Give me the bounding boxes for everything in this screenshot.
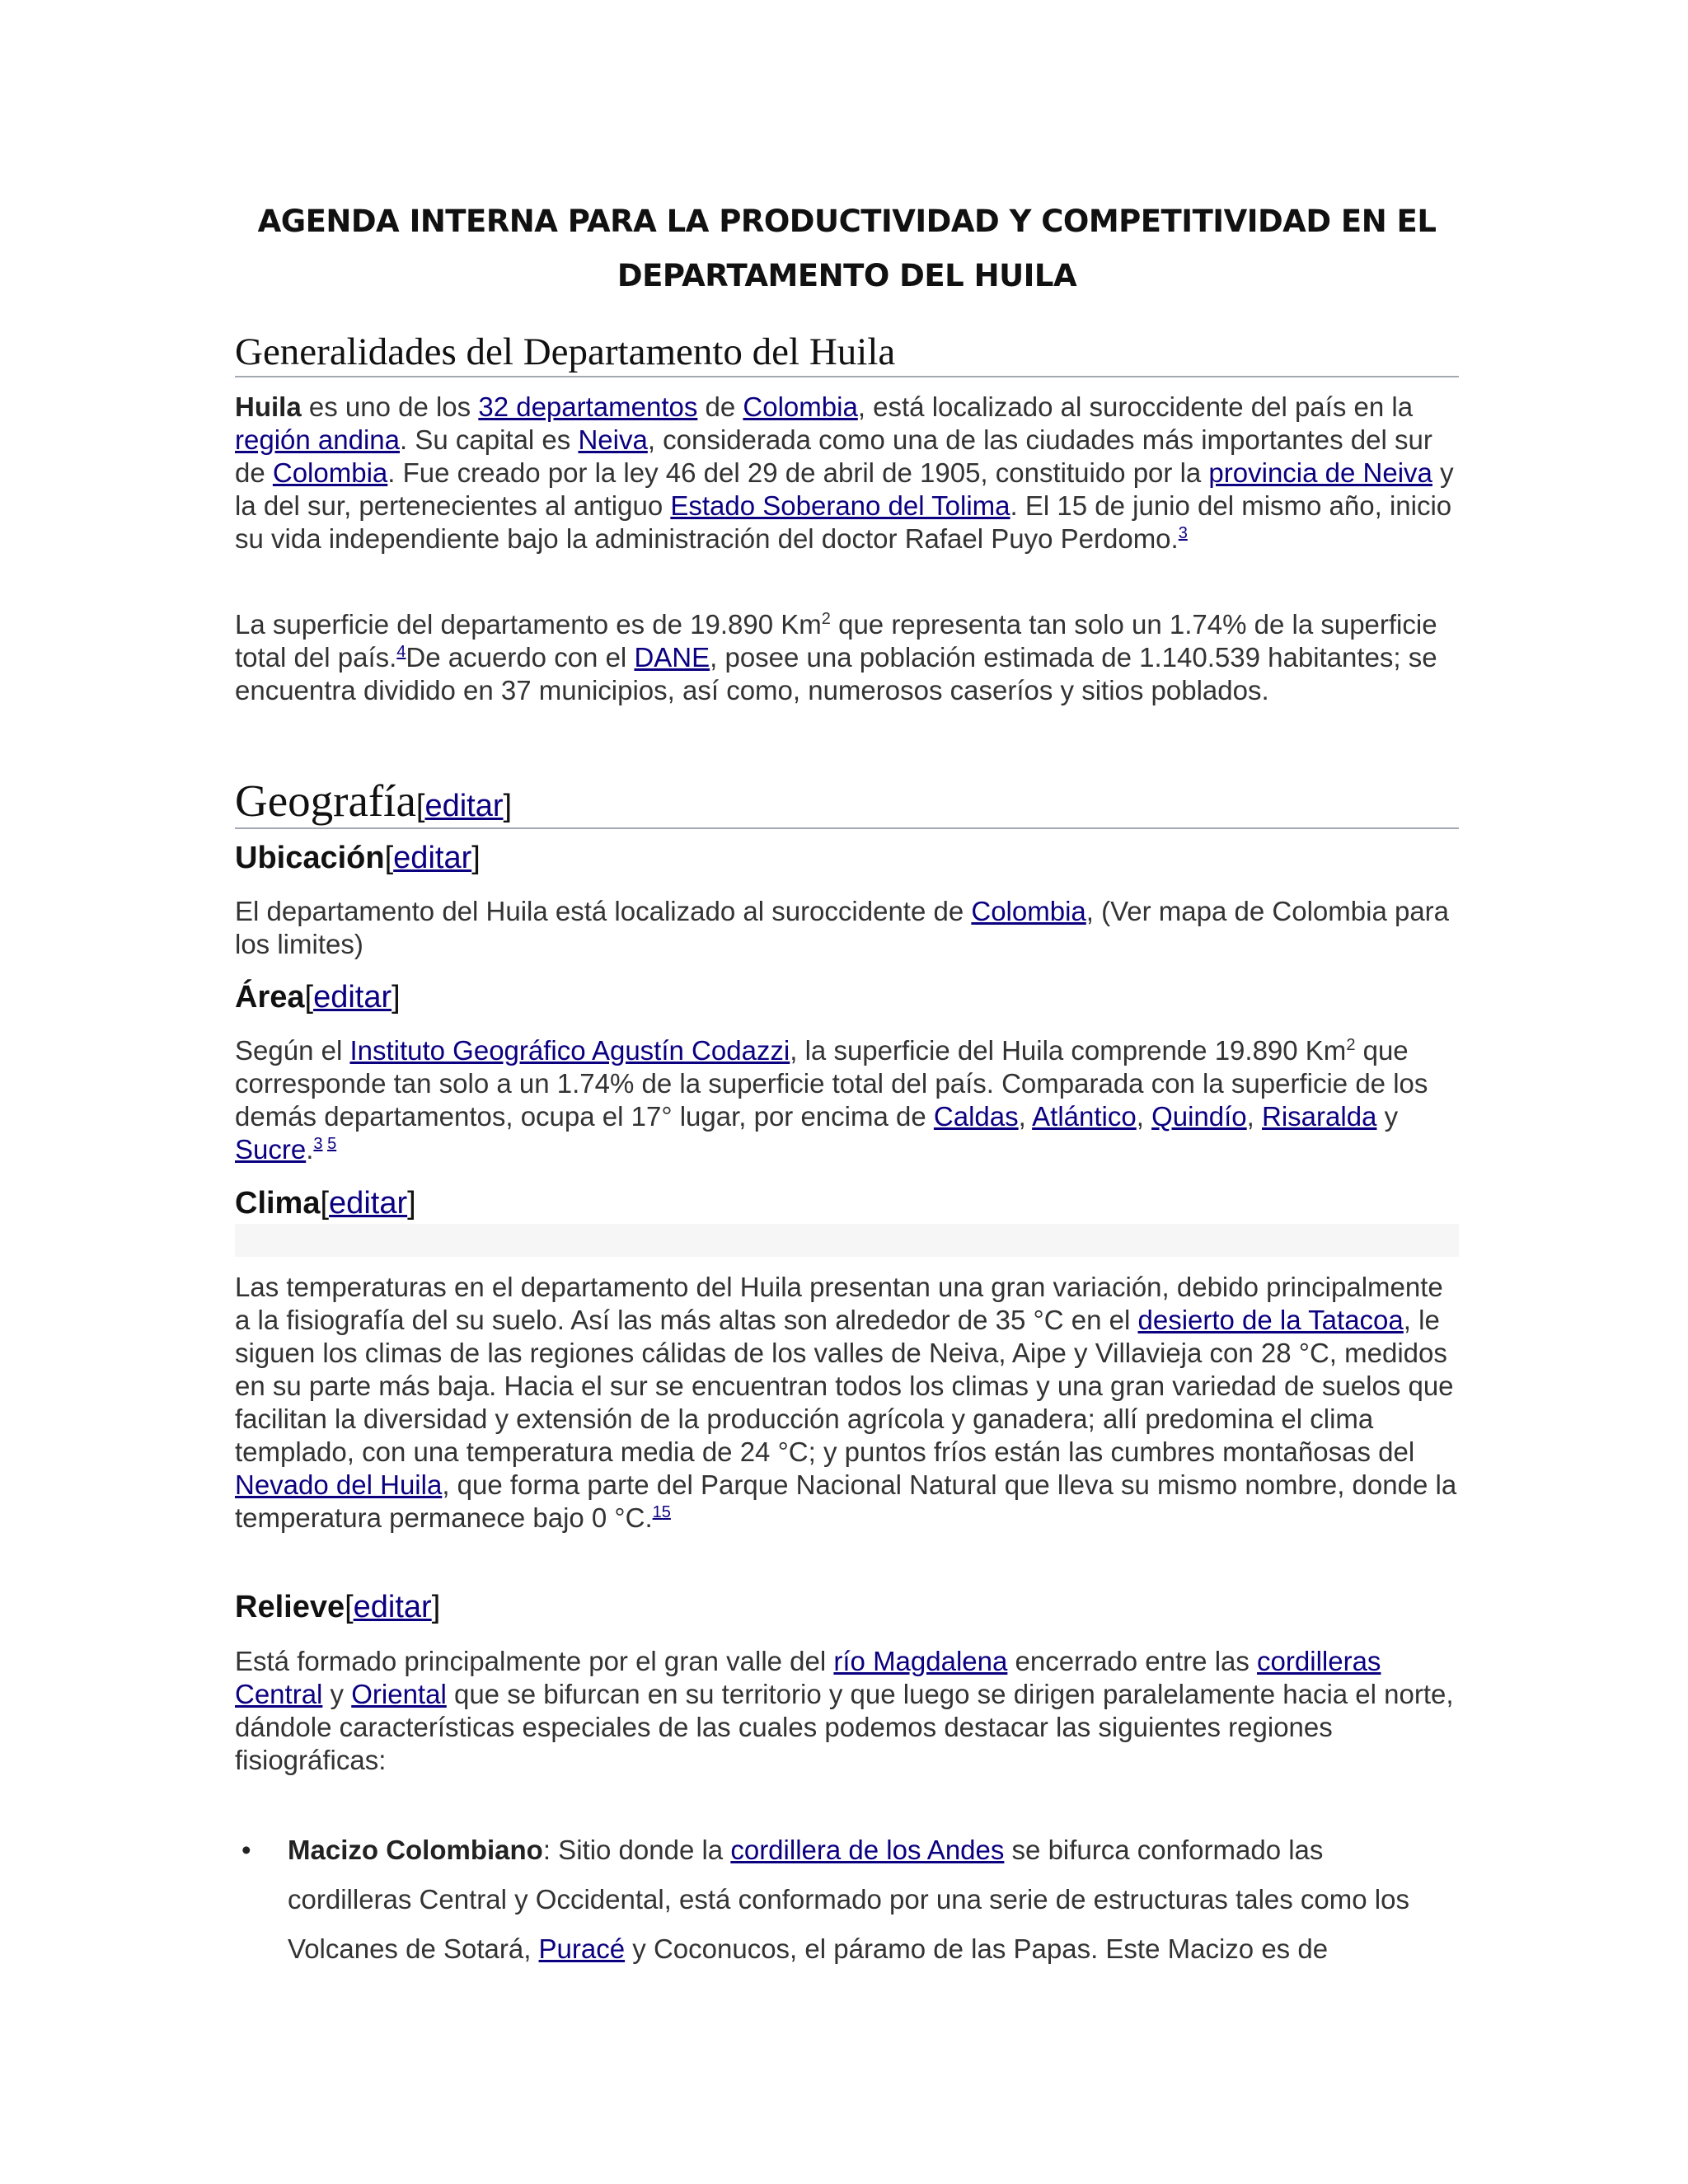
text: se bifurca conformado las cordilleras Central y Occidental, está conformado por una serie de estructuras tales como los Volcanes de Sotará, xyxy=(288,1835,1409,1964)
link-provincia-de-neiva[interactable]: provincia de Neiva xyxy=(1208,457,1432,488)
text: Según el xyxy=(235,1035,350,1066)
bracket: ] xyxy=(407,1186,416,1221)
text: : Sitio donde la xyxy=(542,1835,731,1865)
edit-link-geografia[interactable]: editar xyxy=(424,789,504,823)
bracket: [ xyxy=(384,841,394,875)
bracket: ] xyxy=(392,980,401,1015)
link-rio-magdalena[interactable]: río Magdalena xyxy=(833,1646,1008,1676)
text: , posee una población estimada de 1.140.539 habitantes; se encuentra dividido en 37 municipios, así como, numerosos caseríos y sitios poblados. xyxy=(235,642,1437,705)
heading-geografia-text: Geografía xyxy=(235,776,416,826)
link-colombia-2[interactable]: Colombia xyxy=(272,457,388,488)
text: . Fue creado por la ley 46 del 29 de abril de 1905, constituido por la xyxy=(387,457,1209,488)
bold-huila: Huila xyxy=(235,391,302,422)
link-neiva[interactable]: Neiva xyxy=(578,424,648,455)
heading-ubicacion xyxy=(235,837,481,879)
link-nevado-del-huila[interactable]: Nevado del Huila xyxy=(235,1469,443,1500)
heading-relieve xyxy=(235,1586,440,1628)
link-estado-soberano-del-tolima[interactable]: Estado Soberano del Tolima xyxy=(670,490,1010,521)
heading-relieve-text: Relieve xyxy=(235,1590,345,1624)
text: , la superficie del Huila comprende 19.890 Km xyxy=(790,1035,1347,1066)
link-caldas[interactable]: Caldas xyxy=(933,1101,1019,1132)
link-cordillera-de-los-andes[interactable]: cordillera de los Andes xyxy=(730,1835,1005,1865)
text: , xyxy=(1246,1101,1263,1132)
heading-area xyxy=(235,977,401,1018)
link-oriental[interactable]: Oriental xyxy=(351,1679,447,1709)
paragraph-generalidades-1 xyxy=(235,391,1459,555)
text: . El 15 de junio del mismo año, inicio su vida independiente bajo la administración del doctor Rafael Puyo Perdomo. xyxy=(235,490,1452,554)
link-atlantico[interactable]: Atlántico xyxy=(1032,1101,1137,1132)
link-purace[interactable]: Puracé xyxy=(538,1933,626,1964)
reference-3[interactable]: 3 xyxy=(1178,524,1188,542)
heading-geografia xyxy=(235,775,1459,829)
edit-link-ubicacion[interactable]: editar xyxy=(393,841,472,875)
bracket: [ xyxy=(320,1186,330,1221)
document-title: AGENDA INTERNA PARA LA PRODUCTIVIDAD Y COMPETITIVIDAD EN EL DEPARTAMENTO DEL HUILA xyxy=(257,204,1437,293)
edit-link-relieve[interactable]: editar xyxy=(353,1590,432,1624)
heading-ubicacion-text: Ubicación xyxy=(235,841,385,875)
text: encerrado entre las xyxy=(1007,1646,1258,1676)
text: que se bifurcan en su territorio y que luego se dirigen paralelamente hacia el norte, dándole características especiales de las cuales podemos destacar las siguientes regiones fisiográficas: xyxy=(235,1679,1454,1775)
heading-generalidades: Generalidades del Departamento del Huila xyxy=(235,328,1459,377)
paragraph-clima xyxy=(235,1271,1459,1535)
bracket: [ xyxy=(345,1590,354,1624)
link-instituto-geografico[interactable]: Instituto Geográfico Agustín Codazzi xyxy=(349,1035,790,1066)
text: es uno de los xyxy=(301,391,479,422)
text: , le siguen los climas de las regiones cálidas de los valles de Neiva, Aipe y Villavieja con 28 °C, medidos en su parte más baja. Hacia el sur se encuentran todos los climas y una gran variedad de suelos que facilitan la diversidad y extensión de la producción agrícola y ganadera; allí predomina el clima templado, con una temperatura media de 24 °C; y puntos fríos están las cumbres montañosas del xyxy=(235,1305,1454,1467)
link-cordilleras-central[interactable]: cordilleras Central xyxy=(235,1646,1381,1709)
text: y Coconucos, el páramo de las Papas. Este Macizo es de xyxy=(625,1933,1329,1964)
heading-clima xyxy=(235,1183,416,1224)
text: y xyxy=(1376,1101,1399,1132)
reference-5[interactable]: 5 xyxy=(327,1135,337,1153)
text: , xyxy=(1136,1101,1152,1132)
text: La superficie del departamento es de 19.890 Km xyxy=(235,609,822,640)
reference-3[interactable]: 3 xyxy=(313,1135,323,1153)
reference-15[interactable]: 15 xyxy=(652,1503,671,1521)
link-desierto-tatacoa[interactable]: desierto de la Tatacoa xyxy=(1137,1305,1404,1335)
link-dane[interactable]: DANE xyxy=(634,642,710,673)
heading-area-text: Área xyxy=(235,980,305,1015)
shaded-band xyxy=(235,1224,1459,1257)
link-quindio[interactable]: Quindío xyxy=(1151,1101,1247,1132)
bracket: ] xyxy=(471,841,481,875)
bracket: [ xyxy=(415,789,425,823)
text: . Su capital es xyxy=(400,424,579,455)
text: , xyxy=(1018,1101,1033,1132)
edit-link-area[interactable]: editar xyxy=(313,980,392,1015)
link-32-departamentos[interactable]: 32 departamentos xyxy=(478,391,698,422)
text: Está formado principalmente por el gran valle del xyxy=(235,1646,834,1676)
edit-link-clima[interactable]: editar xyxy=(329,1186,408,1221)
link-colombia[interactable]: Colombia xyxy=(743,391,858,422)
text: . xyxy=(306,1134,314,1165)
link-risaralda[interactable]: Risaralda xyxy=(1262,1101,1377,1132)
text: y xyxy=(322,1679,352,1709)
paragraph-area xyxy=(235,1034,1459,1166)
text: , que forma parte del Parque Nacional Natural que lleva su mismo nombre, donde la temperatura permanece bajo 0 °C. xyxy=(235,1469,1457,1533)
superscript-2: 2 xyxy=(1346,1036,1356,1054)
link-sucre[interactable]: Sucre xyxy=(235,1134,307,1165)
list-item xyxy=(288,1825,1450,1974)
text: , está localizado al suroccidente del país en la xyxy=(857,391,1414,422)
superscript-2: 2 xyxy=(821,610,831,628)
bracket: ] xyxy=(503,789,513,823)
link-region-andina[interactable]: región andina xyxy=(235,424,400,455)
bracket: [ xyxy=(304,980,314,1015)
text: que corresponde tan solo a un 1.74% de la superficie total del país. Comparada con la superficie de los demás departamentos, ocupa el 17° lugar, por encima de xyxy=(235,1035,1428,1132)
text: y la del sur, pertenecientes al antiguo xyxy=(235,457,1454,521)
paragraph-generalidades-2 xyxy=(235,608,1459,707)
reference-4[interactable]: 4 xyxy=(396,643,406,661)
text: De acuerdo con el xyxy=(406,642,635,673)
text: El departamento del Huila está localizado al suroccidente de xyxy=(235,896,972,926)
bold-macizo-colombiano: Macizo Colombiano xyxy=(288,1835,543,1865)
bracket: ] xyxy=(431,1590,441,1624)
paragraph-ubicacion xyxy=(235,895,1459,961)
text: que representa tan solo un 1.74% de la superficie total del país. xyxy=(235,609,1437,673)
text: , considerada como una de las ciudades más importantes del sur de xyxy=(235,424,1432,488)
text: , (Ver mapa de Colombia para los limites) xyxy=(235,896,1450,959)
bullet-marker: • xyxy=(241,1835,251,1865)
link-colombia-ubicacion[interactable]: Colombia xyxy=(971,896,1086,926)
text: Las temperaturas en el departamento del Huila presentan una gran variación, debido principalmente a la fisiografía del su suelo. Así las más altas son alrededor de 35 °C en el xyxy=(235,1272,1443,1335)
text: de xyxy=(697,391,743,422)
heading-clima-text: Clima xyxy=(235,1186,321,1221)
paragraph-relieve xyxy=(235,1645,1459,1777)
